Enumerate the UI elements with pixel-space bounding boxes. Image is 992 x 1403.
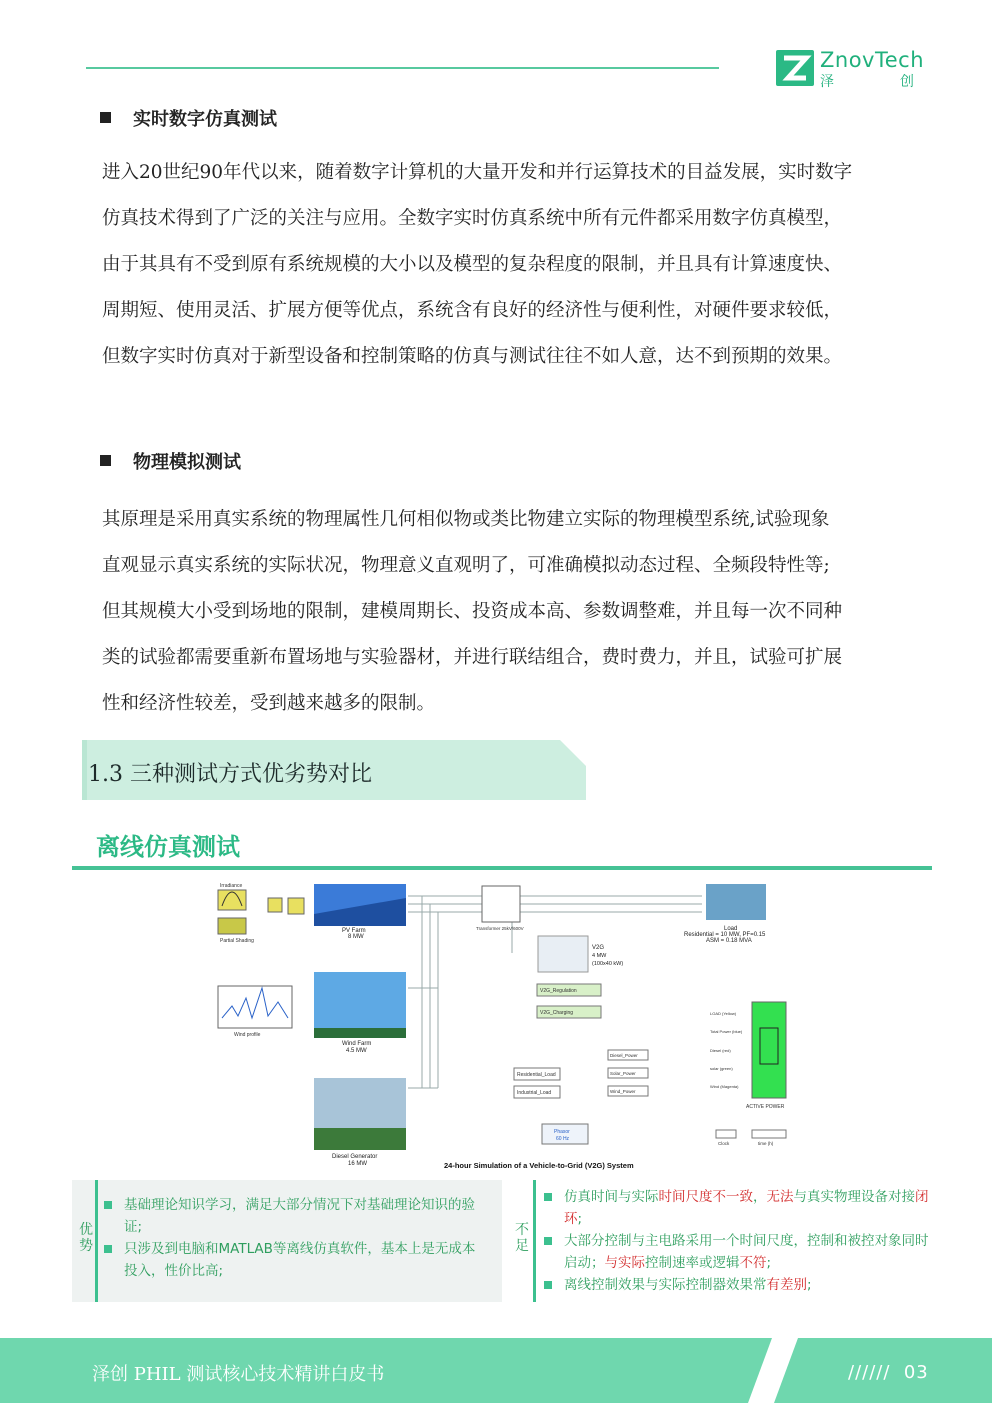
list-item: 基础理论知识学习，满足大部分情况下对基础理论知识的验证; <box>104 1194 488 1238</box>
disadvantages-list <box>544 1186 930 1296</box>
pv-farm-label: PV Farm <box>342 928 366 934</box>
list-item: 仿真时间与实际时间尺度不一致，无法与真实物理设备对接闭环; <box>544 1186 930 1230</box>
residential-load-label: Residential_Load <box>517 1072 556 1078</box>
v2g-charging-label: V2G_Charging <box>540 1010 574 1016</box>
list-item: 只涉及到电脑和MATLAB等离线仿真软件，基本上是无成本投入，性价比高; <box>104 1238 488 1282</box>
znovtech-logo-icon <box>776 50 814 86</box>
paragraph-line: 类的试验都需要重新布置场地与实验器材，并进行联结组合，费时费力，并且，试验可扩展 <box>102 647 843 668</box>
load-asm-label: ASM = 0.18 MVA <box>706 938 752 944</box>
offline-divider <box>72 866 932 870</box>
paragraph-line: 由于其具有不受到原有系统规模的大小以及模型的复杂程度的限制，并且具有计算速度快、 <box>102 254 843 275</box>
bullet-icon <box>544 1281 552 1289</box>
paragraph-realtime <box>102 150 898 380</box>
paragraph-line: 进入20世纪90年代以来，随着数字计算机的大量开发和并行运算技术的目益发展，实时数字 <box>102 162 853 183</box>
advantages-bar <box>95 1180 98 1302</box>
disadvantages-bar <box>533 1180 536 1302</box>
bullet-icon <box>544 1193 552 1201</box>
transformer-label: Transformer 25kV/600V <box>476 926 524 931</box>
paragraph-line: 性和经济性较差，受到越来越多的限制。 <box>102 693 436 714</box>
page-number: 03 <box>903 1362 929 1383</box>
load-res-label: Residential = 10 MW, PF=0.15 <box>684 932 766 938</box>
wind-power-label: Wind_Power <box>610 1089 636 1094</box>
diesel-gen-label: Diesel Generator <box>332 1154 378 1160</box>
paragraph-physical <box>102 497 898 727</box>
diesel-mw-label: 16 MW <box>348 1161 368 1167</box>
bullet-icon <box>104 1245 112 1253</box>
v2g-label: V2G <box>592 945 605 951</box>
paragraph-line: 其原理是采用真实系统的物理属性几何相似物或类比物建立实际的物理模型系统,试验现象 <box>102 509 830 530</box>
scope-total-label: Total Power (blue) <box>710 1029 743 1034</box>
section-bullet-icon <box>100 455 111 466</box>
paragraph-line: 但其规模大小受到场地的限制，建模周期长、投资成本高、参数调整难，并且每一次不同种 <box>102 601 843 622</box>
footer-slashes: ////// <box>848 1362 891 1383</box>
footer-title: 泽创 PHIL 测试核心技术精讲白皮书 <box>92 1364 385 1385</box>
bullet-icon <box>544 1237 552 1245</box>
comparison-heading: 1.3 三种测试方式优劣势对比 <box>88 762 372 787</box>
logo-cn-2: 创 <box>900 74 914 90</box>
bullet-icon <box>104 1201 112 1209</box>
v2g-simulink-diagram <box>212 878 792 1174</box>
scope-load-label: LOAD (Yellow) <box>710 1011 737 1016</box>
section-title-physical: 物理模拟测试 <box>133 452 241 473</box>
irradiance-label: Irradiance <box>220 883 243 889</box>
logo-wordmark: ZnovTech <box>820 48 925 72</box>
v2g-regulation-label: V2G_Regulation <box>540 988 577 994</box>
load-label: Load <box>724 926 738 932</box>
clock-label: Clock <box>718 1141 730 1146</box>
wind-mw-label: 4.5 MW <box>346 1048 367 1054</box>
paragraph-line: 仿真技术得到了广泛的关注与应用。全数字实时仿真系统中所有元件都采用数字仿真模型， <box>102 208 843 229</box>
active-power-label: ACTIVE POWER <box>746 1104 785 1110</box>
section-title-realtime: 实时数字仿真测试 <box>133 109 277 130</box>
wind-farm-label: Wind Farm <box>342 1041 372 1047</box>
v2g-kw-label: (100x40 kW) <box>592 961 624 967</box>
pv-mw-label: 8 MW <box>348 934 364 940</box>
offline-title: 离线仿真测试 <box>96 833 240 861</box>
paragraph-line: 周期短、使用灵活、扩展方便等优点，系统含有良好的经济性与便利性，对硬件要求较低， <box>102 300 843 321</box>
list-item: 离线控制效果与实际控制器效果常有差别; <box>544 1274 930 1296</box>
wind-profile-label: Wind profile <box>234 1032 261 1038</box>
partial-shading-label: Partial Shading <box>220 938 254 944</box>
paragraph-line: 直观显示真实系统的实际状况，物理意义直观明了，可准确模拟动态过程、全频段特性等; <box>102 555 830 576</box>
industrial-load-label: Industrial_Load <box>517 1090 552 1096</box>
scope-wind-label: Wind (Magenta) <box>710 1084 739 1089</box>
phasor-hz-label: 60 Hz <box>556 1136 570 1142</box>
section-bullet-icon <box>100 112 111 123</box>
diesel-power-label: Diesel_Power <box>610 1053 638 1058</box>
header-divider <box>86 67 719 69</box>
logo-cn-1: 泽 <box>820 74 834 90</box>
solar-power-label: Solar_Power <box>610 1071 636 1076</box>
advantages-label: 优势 <box>79 1222 93 1254</box>
scope-diesel-label: Diesel (red) <box>710 1048 731 1053</box>
scope-solar-label: solar (green) <box>710 1066 733 1071</box>
diagram-caption: 24-hour Simulation of a Vehicle-to-Grid (V2G) System <box>444 1161 634 1170</box>
list-item: 大部分控制与主电路采用一个时间尺度，控制和被控对象同时启动；与实际控制速率或逻辑不符; <box>544 1230 930 1274</box>
phasor-label: Phasor <box>554 1129 570 1135</box>
disadvantages-label: 不足 <box>515 1222 529 1254</box>
footer-page <box>848 1362 929 1383</box>
advantages-list <box>104 1194 488 1282</box>
paragraph-line: 但数字实时仿真对于新型设备和控制策略的仿真与测试往往不如人意，达不到预期的效果。 <box>102 346 843 367</box>
time-label: time (h) <box>758 1141 774 1146</box>
v2g-mw-label: 4 MW <box>592 953 607 959</box>
